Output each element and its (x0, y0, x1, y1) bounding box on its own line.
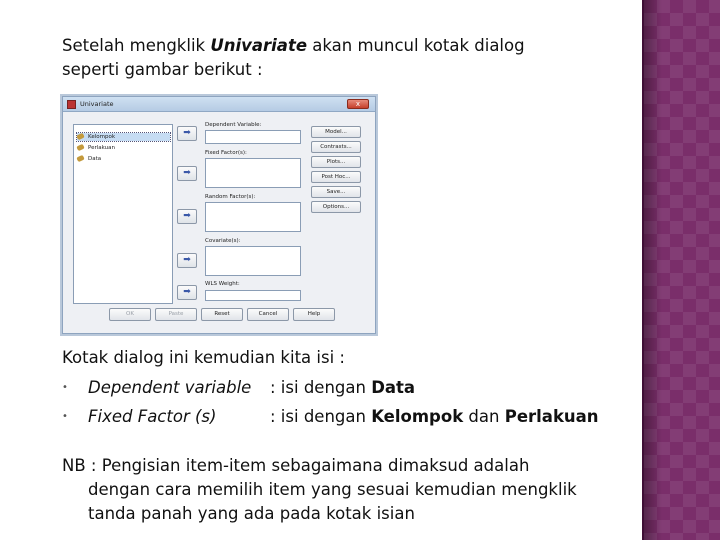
move-to-fixed-factor-button[interactable]: ➡ (177, 166, 197, 181)
cancel-button[interactable]: Cancel (247, 308, 289, 321)
random-factor-field[interactable] (205, 202, 301, 232)
dependent-variable-label: Dependent Variable: (205, 122, 262, 128)
bullet-sep: : isi dengan (270, 407, 372, 426)
fixed-factor-field[interactable] (205, 158, 301, 188)
intro-emphasis: Univariate (210, 36, 308, 55)
move-to-dependent-button[interactable]: ➡ (177, 126, 197, 141)
intro-suffix: akan muncul kotak dialog (307, 36, 525, 55)
bullet-value: Data (371, 378, 416, 397)
post-hoc-button[interactable]: Post Hoc... (311, 171, 361, 183)
covariate-label: Covariate(s): (205, 238, 241, 244)
bullet-description (270, 376, 415, 400)
body-intro-line: Kotak dialog ini kemudian kita isi : (62, 348, 345, 367)
plots-button[interactable]: Plots... (311, 156, 361, 168)
move-to-random-factor-button[interactable]: ➡ (177, 209, 197, 224)
wls-weight-field[interactable] (205, 290, 301, 301)
random-factor-label: Random Factor(s): (205, 194, 256, 200)
ok-button[interactable]: OK (109, 308, 151, 321)
intro-line2: seperti gambar berikut : (62, 60, 263, 79)
note-line-1: NB : Pengisian item-item sebagaimana dimaksud adalah (62, 456, 530, 475)
variable-label: Kelompok (88, 134, 116, 140)
intro-prefix: Setelah mengklik (62, 36, 211, 55)
univariate-dialog-screenshot (62, 96, 376, 334)
covariate-field[interactable] (205, 246, 301, 276)
bullet-dot: • (62, 382, 68, 393)
variable-label: Perlakuan (88, 145, 116, 151)
reset-button[interactable]: Reset (201, 308, 243, 321)
close-button[interactable]: x (347, 99, 369, 109)
variable-list[interactable] (73, 124, 173, 304)
options-button[interactable]: Options... (311, 201, 361, 213)
move-to-wls-weight-button[interactable]: ➡ (177, 285, 197, 300)
app-icon (67, 100, 76, 109)
variable-item[interactable] (77, 155, 170, 163)
variable-item[interactable] (77, 144, 170, 152)
ruler-icon (76, 155, 84, 162)
dialog-title: Univariate (80, 100, 114, 108)
save-button[interactable]: Save... (311, 186, 361, 198)
bullet-value: Perlakuan (504, 407, 599, 426)
ruler-icon (76, 133, 84, 140)
note-paragraph (62, 454, 632, 526)
bullet-term: Dependent variable (88, 378, 252, 397)
wls-weight-label: WLS Weight: (205, 281, 240, 287)
bullet-value: Kelompok (371, 407, 464, 426)
fixed-factor-label: Fixed Factor(s): (205, 150, 247, 156)
decorative-side-strip (642, 0, 720, 540)
bullet-sep: : isi dengan (270, 378, 372, 397)
bullet-item (62, 405, 632, 429)
note-line-2: dengan cara memilih item yang sesuai kemudian mengklik (88, 480, 577, 499)
note-line-3: tanda panah yang ada pada kotak isian (88, 504, 415, 523)
move-to-covariate-button[interactable]: ➡ (177, 253, 197, 268)
paste-button[interactable]: Paste (155, 308, 197, 321)
intro-paragraph (62, 34, 622, 82)
bullet-item (62, 376, 632, 400)
bullet-term: Fixed Factor (s) (88, 407, 217, 426)
bullet-description (270, 405, 599, 429)
variable-item[interactable] (77, 133, 170, 141)
bullet-mid: dan (463, 407, 505, 426)
model-button[interactable]: Model... (311, 126, 361, 138)
help-button[interactable]: Help (293, 308, 335, 321)
dependent-variable-field[interactable] (205, 130, 301, 144)
variable-label: Data (88, 156, 102, 162)
contrasts-button[interactable]: Contrasts... (311, 141, 361, 153)
ruler-icon (76, 144, 84, 151)
bullet-dot: • (62, 411, 68, 422)
dialog-titlebar (63, 97, 375, 112)
